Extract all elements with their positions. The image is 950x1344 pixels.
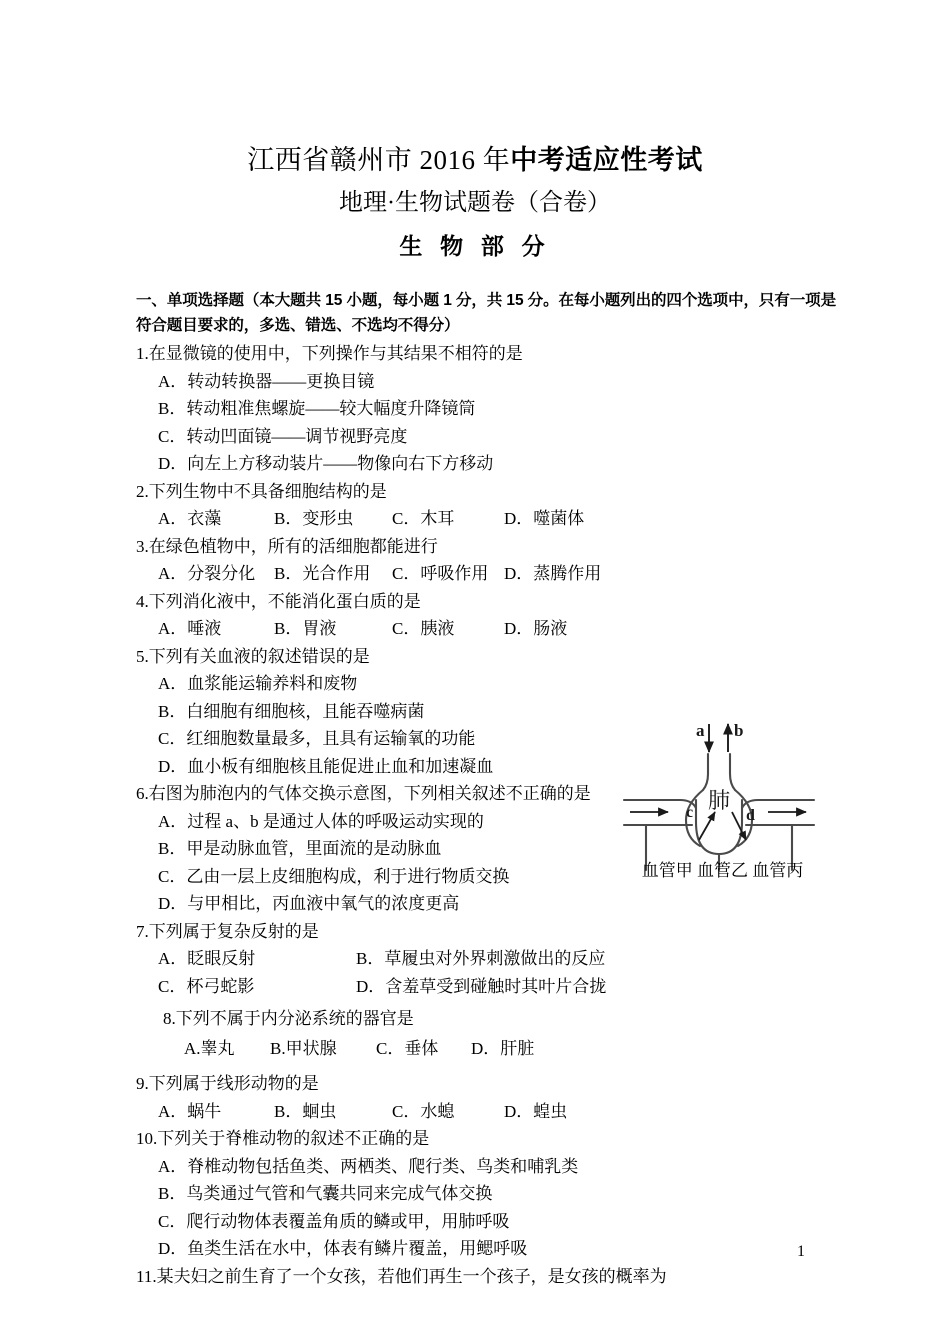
option-9-c: C．水螅 xyxy=(392,1101,455,1121)
arrow-label-a: a xyxy=(696,721,705,740)
option-7-c: C．杯弓蛇影 xyxy=(158,976,255,996)
option-6-d: D．与甲相比，丙血液中氧气的浓度更高 xyxy=(158,894,460,913)
option-2-a: A．衣藻 xyxy=(158,509,222,528)
option-7-b: B．草履虫对外界刺激做出的反应 xyxy=(356,949,606,968)
option-row-8 xyxy=(136,1034,836,1064)
question-stem-11: 11.某夫妇之前生育了一个女孩，若他们再生一个孩子，是女孩的概率为 xyxy=(136,1266,667,1286)
section-title xyxy=(0,228,950,261)
option-4-c: C．胰液 xyxy=(392,619,455,638)
option-10-b: B．鸟类通过气管和气囊共同来完成气体交换 xyxy=(158,1184,493,1203)
question-stem-10: 10.下列关于脊椎动物的叙述不正确的是 xyxy=(136,1129,430,1148)
option-4-b: B．胃液 xyxy=(274,619,337,638)
section-title-text: 生 物 部 分 xyxy=(399,234,551,259)
option-5-b: B．白细胞有细胞核，且能吞噬病菌 xyxy=(158,701,425,721)
option-row-7-cd xyxy=(136,973,836,1001)
option-2-d: D．噬菌体 xyxy=(504,509,585,528)
option-row-9 xyxy=(136,1098,836,1126)
page-subtitle: 地理·生物试题卷（合卷） xyxy=(339,190,611,216)
option-9-a: A．蜗牛 xyxy=(158,1101,222,1121)
question-stem-1: 1.在显微镜的使用中，下列操作与其结果不相符的是 xyxy=(136,344,523,363)
option-8-b: B.甲状腺 xyxy=(270,1039,337,1058)
option-9-b: B．蛔虫 xyxy=(274,1101,337,1121)
option-3-a: A．分裂分化 xyxy=(158,564,256,583)
option-6-a: A．过程 a、b 是通过人体的呼吸运动实现的 xyxy=(158,811,484,831)
option-7-d: D．含羞草受到碰触时其叶片合拢 xyxy=(356,976,607,996)
option-5-a: A．血浆能运输养料和废物 xyxy=(158,674,358,693)
vessel-label-jia: 血管甲 xyxy=(641,861,693,880)
option-2-b: B．变形虫 xyxy=(274,509,354,528)
option-row-2 xyxy=(136,505,836,533)
option-1-b: B．转动粗准焦螺旋——较大幅度升降镜筒 xyxy=(158,399,476,418)
question-stem-4: 4.下列消化液中，不能消化蛋白质的是 xyxy=(136,591,421,611)
option-8-d: D．肝脏 xyxy=(471,1039,535,1058)
option-10-c: C．爬行动物体表覆盖角质的鳞或甲，用肺呼吸 xyxy=(158,1211,510,1231)
section-instruction: 一、单项选择题（本大题共 15 小题，每小题 1 分，共 15 分。在每小题列出的四个选项中，只有一项是符合题目要求的，多选、错选、不选均不得分） xyxy=(136,292,836,334)
option-10-d: D．鱼类生活在水中，体表有鳞片覆盖，用鳃呼吸 xyxy=(158,1239,528,1258)
title-main-bold: 中考适应性考试 xyxy=(510,145,703,175)
question-stem-3: 3.在绿色植物中，所有的活细胞都能进行 xyxy=(136,536,438,556)
vessel-label-yi: 血管乙 xyxy=(697,861,748,880)
option-3-b: B．光合作用 xyxy=(274,564,371,583)
option-1-d: D．向左上方移动装片——物像向右下方移动 xyxy=(158,454,494,473)
option-10-a: A．脊椎动物包括鱼类、两栖类、爬行类、鸟类和哺乳类 xyxy=(158,1156,579,1176)
option-6-c: C．乙由一层上皮细胞构成，利于进行物质交换 xyxy=(158,866,510,886)
option-2-c: C．木耳 xyxy=(392,509,455,528)
option-6-b: B．甲是动脉血管，里面流的是动脉血 xyxy=(158,839,442,858)
page-title xyxy=(0,138,950,177)
arrow-label-b: b xyxy=(734,721,744,740)
option-row-3 xyxy=(136,560,836,588)
question-stem-5: 5.下列有关血液的叙述错误的是 xyxy=(136,646,370,666)
lung-label: 肺 xyxy=(707,788,731,813)
option-9-d: D．蝗虫 xyxy=(504,1101,568,1121)
option-8-c: C．垂体 xyxy=(376,1039,439,1058)
option-1-c: C．转动凹面镜——调节视野亮度 xyxy=(158,426,408,446)
option-row-7-ab xyxy=(136,945,836,973)
vessel-label-row xyxy=(610,856,835,881)
question-stem-2: 2.下列生物中不具备细胞结构的是 xyxy=(136,481,387,501)
page-number: 1 xyxy=(797,1243,805,1260)
option-8-a: A.睾丸 xyxy=(184,1039,235,1058)
question-stem-8: 8.下列不属于内分泌系统的器官是 xyxy=(163,1009,414,1028)
question-stem-9: 9.下列属于线形动物的是 xyxy=(136,1074,319,1093)
option-5-d: D．血小板有细胞核且能促进止血和加速凝血 xyxy=(158,756,494,776)
arrow-label-d: d xyxy=(746,807,755,824)
arrow-label-c: c xyxy=(686,804,694,821)
option-3-d: D．蒸腾作用 xyxy=(504,564,602,583)
question-stem-7: 7.下列属于复杂反射的是 xyxy=(136,921,319,941)
option-5-c: C．红细胞数量最多，且具有运输氧的功能 xyxy=(158,729,476,748)
vessel-label-bing: 血管丙 xyxy=(752,861,804,880)
title-main-normal: 江西省赣州市 2016 年 xyxy=(247,145,511,175)
option-3-c: C．呼吸作用 xyxy=(392,564,489,583)
option-4-a: A．唾液 xyxy=(158,619,222,638)
option-7-a: A．眨眼反射 xyxy=(158,949,256,968)
option-4-d: D．肠液 xyxy=(504,619,568,638)
question-stem-6: 6.右图为肺泡内的气体交换示意图，下列相关叙述不正确的是 xyxy=(136,784,591,803)
option-row-4 xyxy=(136,615,836,643)
option-1-a: A．转动转换器——更换目镜 xyxy=(158,371,375,391)
